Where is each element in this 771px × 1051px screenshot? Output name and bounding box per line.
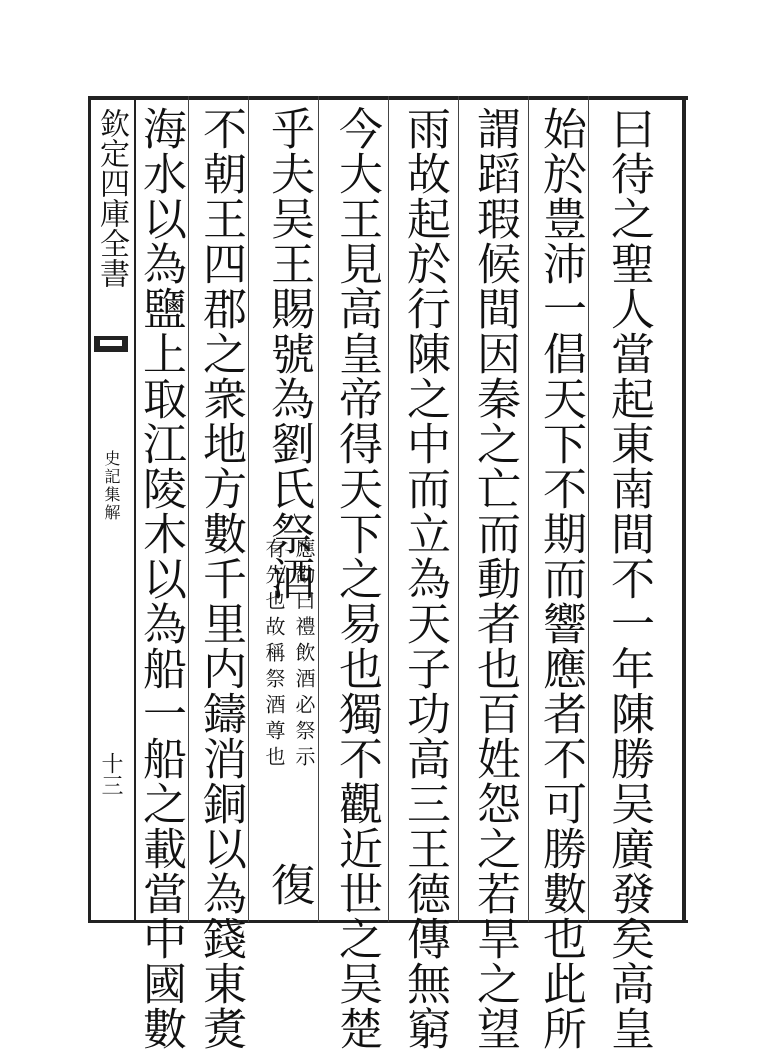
commentary-line-1: 應劭曰禮飲酒必祭示	[292, 538, 316, 772]
text-column-7: 不朝王四郡之衆地方數千里内鑄消銅以為錢東煑	[195, 106, 246, 1051]
text-column-2: 始於豊沛一倡天下不期而響應者不可勝數也此所	[535, 106, 586, 1051]
text-column-1: 曰待之聖人當起東南間不一年陳勝吴廣發矣高皇	[603, 106, 654, 1051]
column-divider	[318, 96, 319, 922]
fish-tail-mark	[94, 336, 128, 352]
section-title: 史記集解	[102, 450, 121, 522]
text-column-8: 海水以為鹽上取江陵木以為船一船之載當中國數	[135, 106, 186, 1051]
column-divider	[458, 96, 459, 922]
text-column-4: 雨故起於行陳之中而立為天子功高三王德傳無窮	[399, 106, 450, 1051]
text-column-6: 乎夫吴王賜號為劉氏祭酒	[263, 106, 314, 601]
column-divider	[388, 96, 389, 922]
right-border	[682, 96, 686, 922]
page-number: 十三	[98, 752, 123, 796]
text-column-3: 謂蹈瑕候間因秦之亡而動者也百姓怨之若旱之望	[469, 106, 520, 1051]
text-column-6-end: 復	[263, 862, 314, 907]
column-divider	[248, 96, 249, 922]
column-divider	[588, 96, 589, 922]
column-divider	[528, 96, 529, 922]
column-divider	[188, 96, 189, 922]
text-column-5: 今大王見高皇帝得天下之易也獨不觀近世之吴楚	[331, 106, 382, 1051]
book-title: 欽定四庫全書	[94, 108, 129, 288]
commentary-line-2: 有先也故稱祭酒尊也	[262, 538, 286, 772]
left-border	[88, 96, 91, 922]
